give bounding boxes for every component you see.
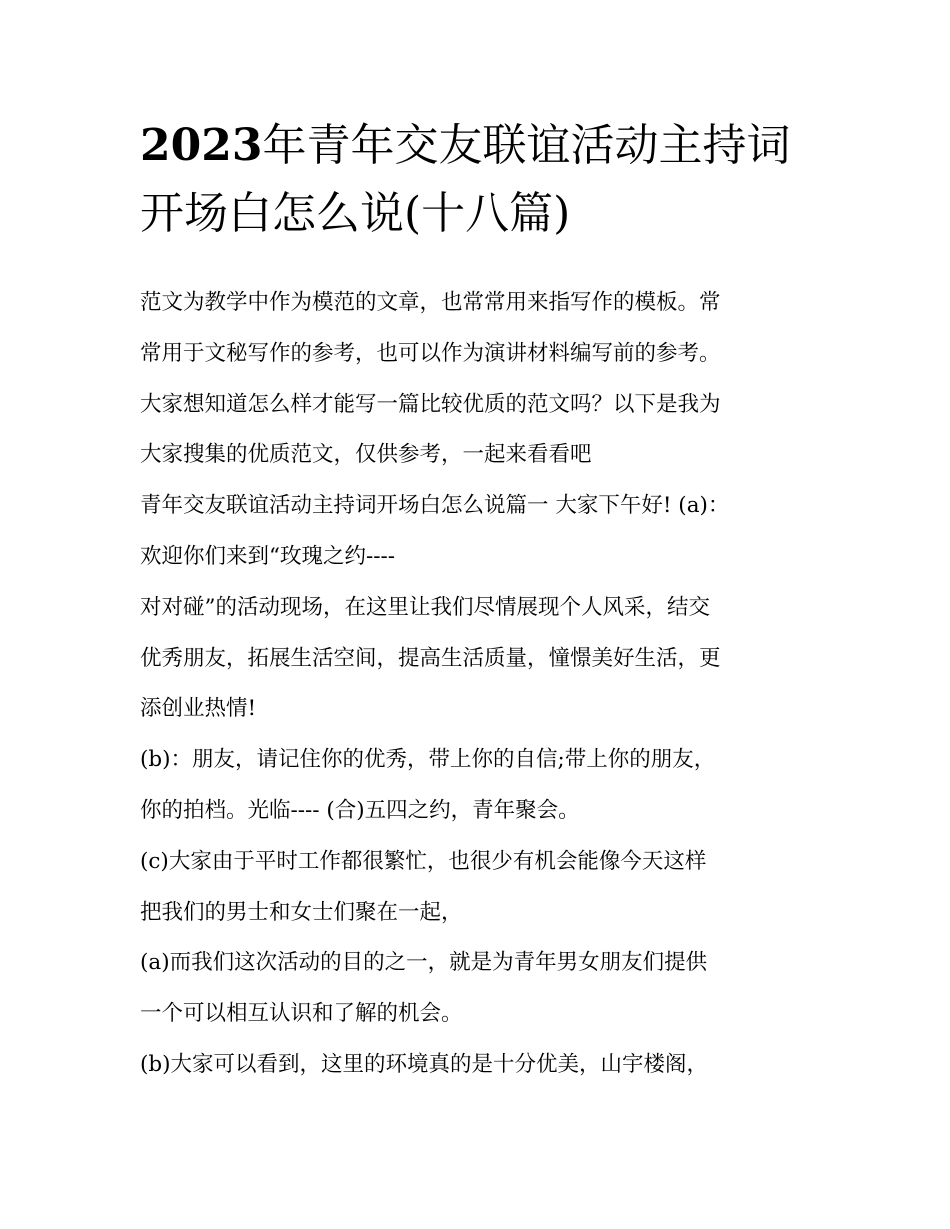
body-line: 青年交友联谊活动主持词开场白怎么说篇一 大家下午好! (a)： [140, 493, 730, 519]
title-year: 2023 [140, 120, 263, 171]
body-line: (b)大家可以看到，这里的环境真的是十分优美，山宇楼阁， [140, 1051, 709, 1077]
body-line: 对对碰”的活动现场，在这里让我们尽情展现个人风采，结交 [140, 594, 710, 620]
body-line: 范文为教学中作为模范的文章，也常常用来指写作的模板。常 [140, 290, 721, 315]
body-line: 一个可以相互认识和了解的机会。 [140, 1001, 463, 1027]
body-line: 大家搜集的优质范文，仅供参考，一起来看看吧 [140, 442, 592, 468]
body-line: 添创业热情! [140, 696, 257, 722]
body-line: 常用于文秘写作的参考，也可以作为演讲材料编写前的参考。 [140, 340, 721, 366]
body-line: (b)：朋友，请记住你的优秀，带上你的自信;带上你的朋友， [140, 747, 716, 773]
document-body [140, 278, 830, 1091]
body-line: 欢迎你们来到“玫瑰之约---- [140, 543, 396, 569]
body-line: 优秀朋友，拓展生活空间，提高生活质量，憧憬美好生活，更 [140, 645, 721, 671]
body-line: 你的拍档。光临---- (合)五四之约，青年聚会。 [140, 797, 580, 823]
title-text: 年青年交友联谊活动主持词开场白怎么说(十八篇) [140, 120, 791, 239]
body-line: 把我们的男士和女士们聚在一起， [140, 899, 463, 925]
body-line: (c)大家由于平时工作都很繁忙，也很少有机会能像今天这样 [140, 848, 707, 874]
body-line: 大家想知道怎么样才能写一篇比较优质的范文吗？以下是我为 [140, 391, 721, 417]
body-line: (a)而我们这次活动的目的之一，就是为青年男女朋友们提供 [140, 950, 708, 976]
document-title [140, 112, 830, 248]
